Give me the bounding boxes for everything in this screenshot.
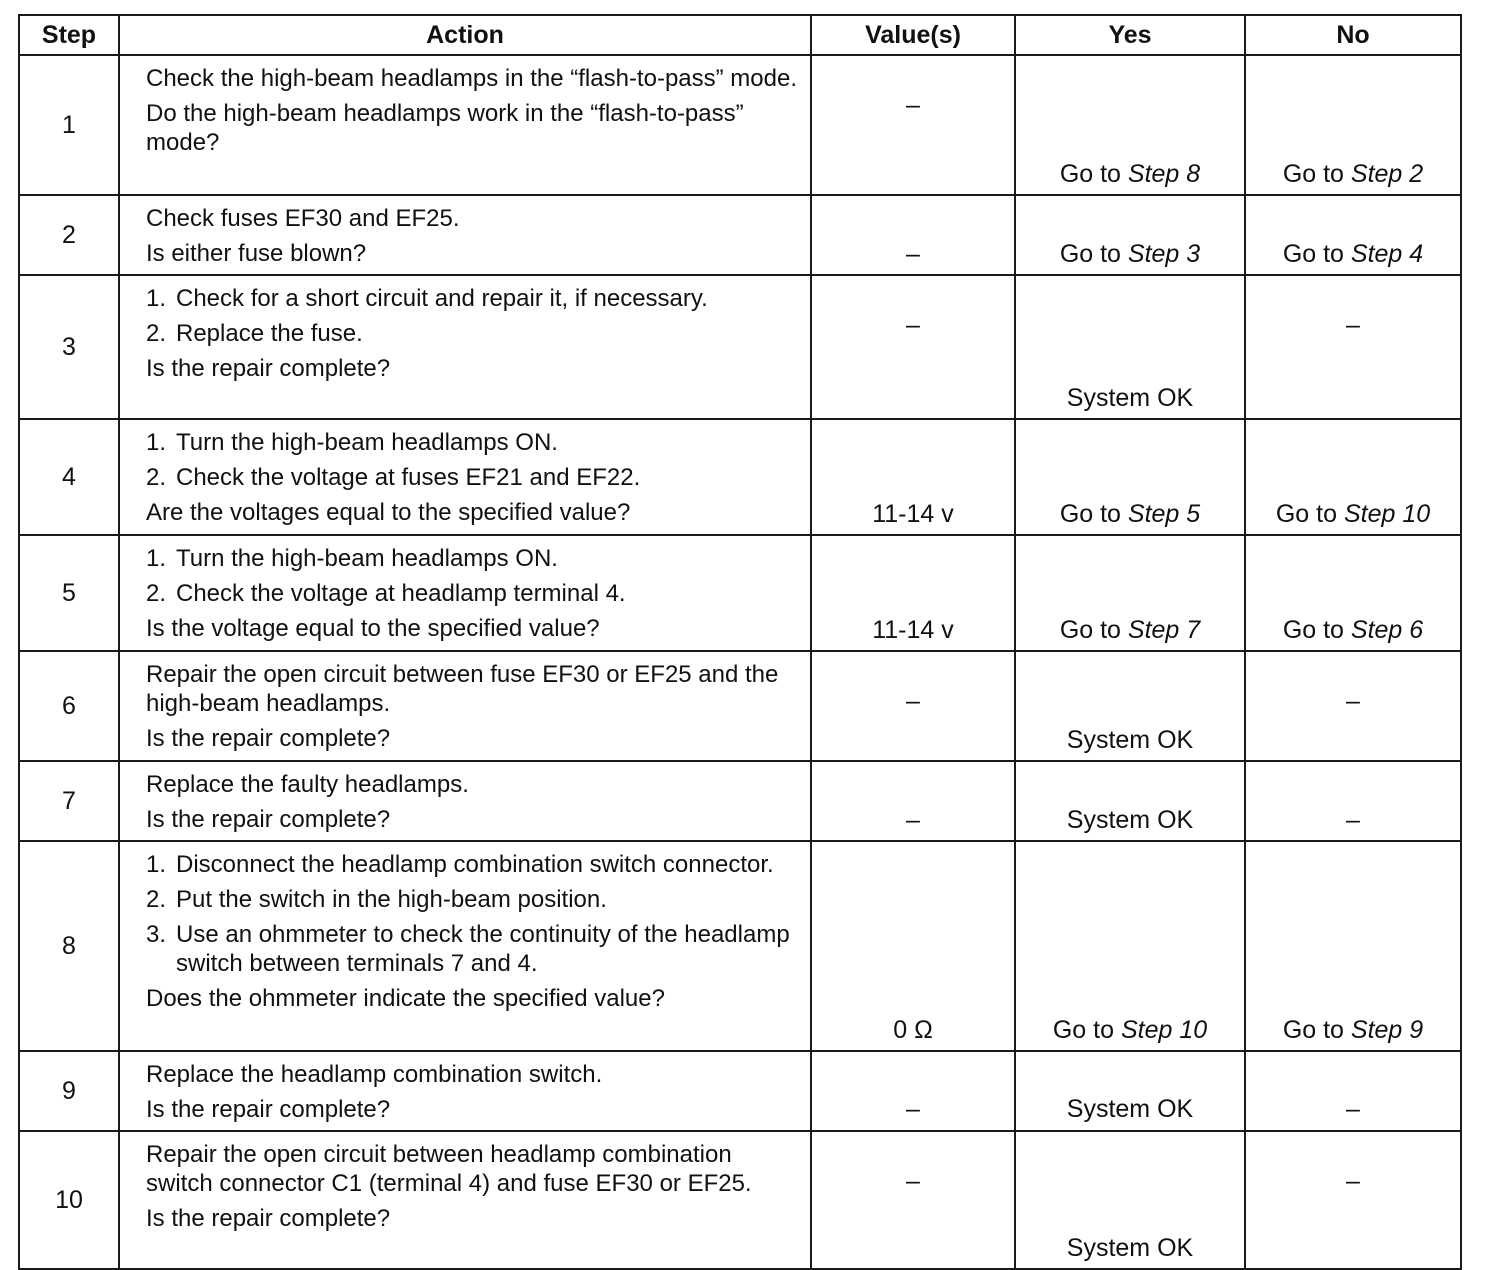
no-text: Go to — [1275, 500, 1344, 528]
item-text: Use an ohmmeter to check the continuity of the headlamp switch between terminals 7 and 4. — [176, 921, 790, 977]
no-cell — [1245, 55, 1461, 195]
no-text: – — [1346, 311, 1360, 339]
action-text: Is the voltage equal to the specified value? — [146, 615, 600, 642]
yes-cell — [1015, 275, 1245, 419]
action-cell — [119, 1131, 811, 1269]
table-header-row — [19, 15, 1461, 55]
table-row — [19, 1131, 1461, 1269]
action-step-item — [146, 284, 800, 313]
no-text: Go to — [1282, 1016, 1351, 1044]
value-cell — [811, 761, 1015, 841]
step-number: 5 — [19, 535, 119, 651]
table-row — [19, 275, 1461, 419]
item-text: Turn the high-beam headlamps ON. — [176, 429, 558, 456]
no-step-ref: Step 10 — [1343, 500, 1431, 528]
action-step-item — [146, 463, 800, 492]
yes-cell — [1015, 841, 1245, 1051]
action-text: Replace the faulty headlamps. — [146, 771, 469, 798]
no-cell — [1245, 535, 1461, 651]
yes-text: System OK — [1066, 1094, 1194, 1123]
no-text: Go to — [1282, 239, 1351, 268]
step-number: 7 — [19, 761, 119, 841]
action-text: Do the high-beam headlamps work in the “flash-to-pass” mode? — [146, 100, 744, 156]
step-number: 10 — [19, 1131, 119, 1269]
yes-text: Go to — [1052, 1016, 1121, 1044]
yes-cell — [1015, 419, 1245, 535]
yes-text: System OK — [1066, 805, 1194, 834]
no-text: – — [1346, 1094, 1360, 1123]
yes-step-ref: Step 3 — [1127, 239, 1201, 268]
action-step-item — [146, 579, 800, 608]
action-text: Is the repair complete? — [146, 1205, 391, 1232]
no-cell — [1245, 841, 1461, 1051]
value-text: 0 Ω — [893, 1016, 933, 1044]
yes-text: System OK — [1066, 384, 1194, 412]
no-step-ref: Step 4 — [1350, 239, 1424, 268]
value-text: – — [906, 311, 920, 339]
table-row — [19, 651, 1461, 761]
item-number: 3. — [146, 921, 167, 948]
value-cell — [811, 1131, 1015, 1269]
action-text: Is the repair complete? — [146, 1096, 391, 1123]
action-text: Replace the headlamp combination switch. — [146, 1061, 603, 1088]
action-text: Is the repair complete? — [146, 725, 391, 752]
yes-cell — [1015, 1051, 1245, 1131]
value-cell — [811, 1051, 1015, 1131]
action-cell — [119, 419, 811, 535]
yes-cell — [1015, 651, 1245, 761]
value-text: – — [906, 687, 920, 715]
action-cell — [119, 275, 811, 419]
item-text: Put the switch in the high-beam position. — [176, 886, 607, 913]
value-cell — [811, 275, 1015, 419]
diagnostic-table-sheet — [18, 14, 1460, 1270]
no-cell — [1245, 195, 1461, 275]
no-text: Go to — [1282, 160, 1351, 188]
action-text: Is the repair complete? — [146, 806, 391, 833]
yes-step-ref: Step 8 — [1127, 160, 1201, 188]
item-text: Check the voltage at headlamp terminal 4. — [176, 580, 626, 607]
header-no: No — [1245, 15, 1461, 55]
value-cell — [811, 195, 1015, 275]
yes-step-ref: Step 7 — [1127, 616, 1201, 644]
item-number: 2. — [146, 320, 167, 347]
action-step-item — [146, 428, 800, 457]
table-row — [19, 55, 1461, 195]
action-text: Is either fuse blown? — [146, 240, 367, 267]
header-action: Action — [119, 15, 811, 55]
yes-cell — [1015, 761, 1245, 841]
item-number: 2. — [146, 886, 167, 913]
step-number: 6 — [19, 651, 119, 761]
yes-text: System OK — [1066, 1234, 1194, 1262]
action-text: Are the voltages equal to the specified value? — [146, 499, 631, 526]
no-text: – — [1346, 687, 1360, 715]
value-text: – — [906, 239, 920, 268]
action-text: Does the ohmmeter indicate the specified value? — [146, 985, 665, 1012]
value-text: – — [906, 1167, 920, 1195]
item-number: 1. — [146, 851, 167, 878]
action-text: Is the repair complete? — [146, 355, 391, 382]
action-cell — [119, 761, 811, 841]
diagnostic-table — [18, 14, 1462, 1270]
action-cell — [119, 195, 811, 275]
no-cell — [1245, 761, 1461, 841]
action-step-item — [146, 850, 800, 879]
action-cell — [119, 651, 811, 761]
value-cell — [811, 651, 1015, 761]
yes-step-ref: Step 10 — [1120, 1016, 1208, 1044]
value-cell — [811, 841, 1015, 1051]
no-cell — [1245, 651, 1461, 761]
step-number: 3 — [19, 275, 119, 419]
item-number: 1. — [146, 285, 167, 312]
yes-text: Go to — [1059, 500, 1128, 528]
yes-cell — [1015, 55, 1245, 195]
no-cell — [1245, 1131, 1461, 1269]
action-cell — [119, 535, 811, 651]
table-body — [19, 55, 1461, 1269]
yes-text: Go to — [1059, 616, 1128, 644]
item-text: Check for a short circuit and repair it, if necessary. — [176, 285, 708, 312]
item-number: 2. — [146, 580, 167, 607]
action-text: Check fuses EF30 and EF25. — [146, 205, 460, 232]
yes-step-ref: Step 5 — [1127, 500, 1201, 528]
table-row — [19, 535, 1461, 651]
step-number: 8 — [19, 841, 119, 1051]
item-text: Disconnect the headlamp combination switch connector. — [176, 851, 774, 878]
no-cell — [1245, 1051, 1461, 1131]
value-text: 11-14 v — [872, 616, 954, 644]
item-text: Replace the fuse. — [176, 320, 363, 347]
table-row — [19, 419, 1461, 535]
yes-cell — [1015, 535, 1245, 651]
item-number: 2. — [146, 464, 167, 491]
yes-cell — [1015, 1131, 1245, 1269]
action-cell — [119, 55, 811, 195]
table-row — [19, 761, 1461, 841]
step-number: 2 — [19, 195, 119, 275]
yes-cell — [1015, 195, 1245, 275]
value-cell — [811, 419, 1015, 535]
yes-text: System OK — [1066, 726, 1194, 754]
action-step-item — [146, 319, 800, 348]
header-values: Value(s) — [811, 15, 1015, 55]
step-number: 1 — [19, 55, 119, 195]
no-cell — [1245, 419, 1461, 535]
no-text: – — [1346, 1167, 1360, 1195]
action-step-item — [146, 920, 800, 978]
table-row — [19, 1051, 1461, 1131]
action-cell — [119, 1051, 811, 1131]
header-yes: Yes — [1015, 15, 1245, 55]
action-text: Repair the open circuit between fuse EF30 or EF25 and the high-beam headlamps. — [146, 661, 779, 717]
no-cell — [1245, 275, 1461, 419]
action-step-item — [146, 885, 800, 914]
value-text: – — [906, 1094, 920, 1123]
yes-text: Go to — [1059, 239, 1128, 268]
no-text: – — [1346, 805, 1360, 834]
action-text: Repair the open circuit between headlamp combination switch connector C1 (terminal 4) and fuse EF30 or EF25. — [146, 1141, 752, 1197]
action-cell — [119, 841, 811, 1051]
table-row — [19, 841, 1461, 1051]
value-text: – — [906, 805, 920, 834]
action-text: Check the high-beam headlamps in the “flash-to-pass” mode. — [146, 65, 797, 92]
no-step-ref: Step 9 — [1350, 1016, 1424, 1044]
item-text: Check the voltage at fuses EF21 and EF22. — [176, 464, 641, 491]
item-number: 1. — [146, 429, 167, 456]
value-text: 11-14 v — [872, 500, 954, 528]
no-text: Go to — [1282, 616, 1351, 644]
header-step: Step — [19, 15, 119, 55]
item-text: Turn the high-beam headlamps ON. — [176, 545, 558, 572]
no-step-ref: Step 2 — [1350, 160, 1424, 188]
item-number: 1. — [146, 545, 167, 572]
table-row — [19, 195, 1461, 275]
step-number: 9 — [19, 1051, 119, 1131]
yes-text: Go to — [1059, 160, 1128, 188]
step-number: 4 — [19, 419, 119, 535]
value-text: – — [906, 91, 920, 119]
action-step-item — [146, 544, 800, 573]
value-cell — [811, 55, 1015, 195]
no-step-ref: Step 6 — [1350, 616, 1424, 644]
value-cell — [811, 535, 1015, 651]
